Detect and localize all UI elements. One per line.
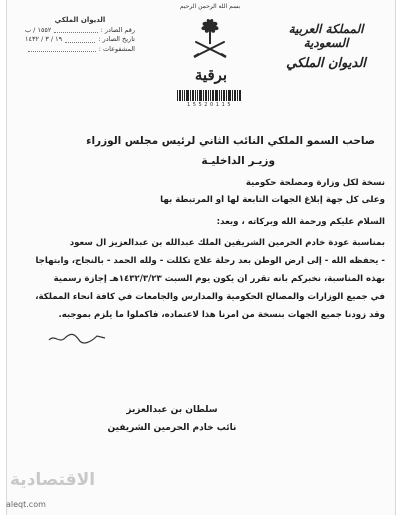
registry-label: المشفوعات : xyxy=(98,44,135,53)
barcode-number: 1 5 5 2 0 1 1 5 xyxy=(186,102,232,108)
registry-box xyxy=(25,16,135,54)
registry-row xyxy=(25,45,135,55)
copy-to-line-2: وعلى كل جهة إبلاغ الجهات التابعة لها أو المرتبطة بها xyxy=(160,195,385,205)
document-type: برقية xyxy=(194,66,228,84)
registry-label: رقم الصادر : xyxy=(100,25,135,34)
greeting: السلام عليكم ورحمة الله وبركاته ، وبعد: xyxy=(216,217,385,227)
registry-title: الديوان الملكي xyxy=(54,16,106,24)
kingdom-name: المملكة العربية السعودية xyxy=(288,22,364,50)
registry-row xyxy=(25,26,135,36)
copy-to-line-1: نسخة لكل وزارة ومصلحة حكومية xyxy=(245,178,385,188)
registry-value: ١٩ / ٣ / ١٤٣٢ xyxy=(25,35,63,43)
saudi-emblem-icon xyxy=(190,16,230,60)
registry-row xyxy=(25,35,135,45)
addressee-line-1: صاحب السمو الملكي النائب الثاني لرئيس مجلس الوزراء xyxy=(86,135,375,147)
body-line: بهذه المناسبة، نخبركم بأنه تقرر أن يكون يوم السبت ١٤٣٢/٣/٢٣هـ إجازة رسمية xyxy=(53,274,385,284)
body-line: في جميع الوزارات والمصالح الحكومية والمدارس والجامعات في كافة أنحاء المملكة، xyxy=(35,292,385,302)
basmala: بسم الله الرحمن الرحيم xyxy=(179,3,241,10)
barcode-icon xyxy=(177,90,241,101)
letter-page xyxy=(6,0,396,515)
body-line: بمناسبة عودة خادم الحرمين الشريفين الملك عبدالله بن عبدالعزيز آل سعود xyxy=(69,238,385,248)
signature-mark-icon xyxy=(47,330,107,346)
watermark-text: aleqt.com xyxy=(6,500,46,509)
royal-court-name: الديوان الملكي xyxy=(286,56,366,71)
body-line: - يحفظه الله - إلى أرض الوطن بعد رحلة علاج تكللت - ولله الحمد - بالنجاح، وابتهاجاً xyxy=(35,256,385,266)
signatory-name: سلطان بن عبدالعزيز xyxy=(126,405,218,415)
body-line: وقد زودنا جميع الجهات بنسخة من أمرنا هذا لاعتماده، فأكملوا ما يلزم بموجبه. xyxy=(58,310,385,320)
signatory-title: نائب خادم الحرمين الشريفين xyxy=(107,423,237,433)
registry-label: تاريخ الصادر : xyxy=(98,35,135,43)
addressee-line-2: وزيـر الداخليـة xyxy=(201,155,275,167)
registry-value: ١٥٥٢ / ب xyxy=(25,25,52,34)
letterhead-right xyxy=(267,22,385,71)
publisher-logo: الاقتصادية xyxy=(10,470,96,490)
